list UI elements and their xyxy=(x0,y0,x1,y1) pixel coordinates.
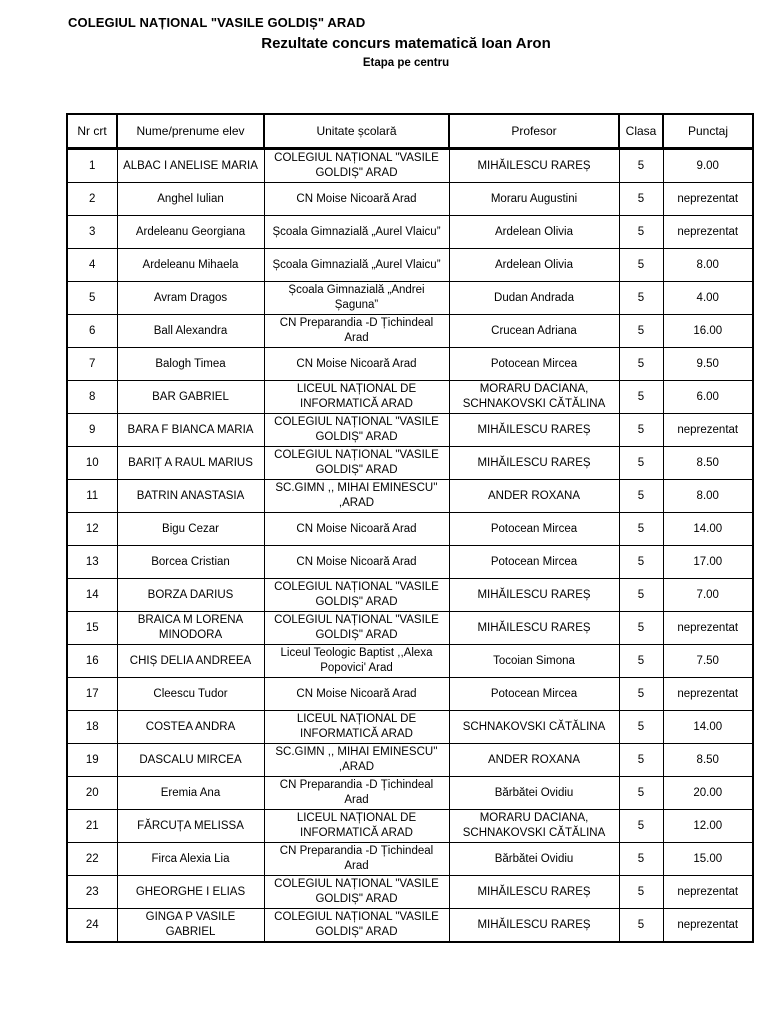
cell-student-name: Bigu Cezar xyxy=(117,513,264,546)
cell-school: CN Moise Nicoară Arad xyxy=(264,183,449,216)
cell-class: 5 xyxy=(619,810,663,843)
cell-school: COLEGIUL NAȚIONAL "VASILE GOLDIȘ" ARAD xyxy=(264,876,449,909)
cell-school: CN Preparandia -D Țichindeal Arad xyxy=(264,777,449,810)
cell-school: COLEGIUL NAȚIONAL "VASILE GOLDIȘ" ARAD xyxy=(264,612,449,645)
cell-class: 5 xyxy=(619,876,663,909)
cell-teacher: MIHĂILESCU RAREȘ xyxy=(449,414,619,447)
cell-student-name: BAR GABRIEL xyxy=(117,381,264,414)
results-table xyxy=(66,113,754,943)
cell-school: CN Moise Nicoară Arad xyxy=(264,348,449,381)
table-header-row xyxy=(67,114,753,149)
cell-score: 9.50 xyxy=(663,348,753,381)
cell-class: 5 xyxy=(619,315,663,348)
column-header-nr: Nr crt xyxy=(67,114,117,149)
cell-student-name: Anghel Iulian xyxy=(117,183,264,216)
cell-score: neprezentat xyxy=(663,678,753,711)
cell-student-name: GINGA P VASILE GABRIEL xyxy=(117,909,264,943)
cell-nr: 11 xyxy=(67,480,117,513)
cell-score: neprezentat xyxy=(663,909,753,943)
table-body xyxy=(67,149,753,943)
cell-student-name: Ball Alexandra xyxy=(117,315,264,348)
table-row xyxy=(67,810,753,843)
cell-school: COLEGIUL NAȚIONAL "VASILE GOLDIȘ" ARAD xyxy=(264,414,449,447)
cell-class: 5 xyxy=(619,744,663,777)
cell-school: CN Moise Nicoară Arad xyxy=(264,513,449,546)
table-row xyxy=(67,579,753,612)
table-row xyxy=(67,678,753,711)
table-row xyxy=(67,183,753,216)
cell-school: CN Moise Nicoară Arad xyxy=(264,546,449,579)
table-row xyxy=(67,612,753,645)
cell-nr: 20 xyxy=(67,777,117,810)
cell-score: 6.00 xyxy=(663,381,753,414)
cell-teacher: Bărbătei Ovidiu xyxy=(449,843,619,876)
cell-school: SC.GIMN ,, MIHAI EMINESCU'' ,ARAD xyxy=(264,480,449,513)
table-row xyxy=(67,645,753,678)
cell-student-name: FĂRCUȚA MELISSA xyxy=(117,810,264,843)
cell-student-name: COSTEA ANDRA xyxy=(117,711,264,744)
document-subtitle: Etapa pe centru xyxy=(362,57,450,69)
cell-student-name: Avram Dragos xyxy=(117,282,264,315)
cell-nr: 13 xyxy=(67,546,117,579)
cell-class: 5 xyxy=(619,546,663,579)
cell-class: 5 xyxy=(619,645,663,678)
cell-class: 5 xyxy=(619,381,663,414)
cell-nr: 18 xyxy=(67,711,117,744)
cell-score: 20.00 xyxy=(663,777,753,810)
cell-teacher: MIHĂILESCU RAREȘ xyxy=(449,612,619,645)
cell-student-name: BORZA DARIUS xyxy=(117,579,264,612)
table-row xyxy=(67,777,753,810)
table-row xyxy=(67,216,753,249)
cell-teacher: MIHĂILESCU RAREȘ xyxy=(449,909,619,943)
table-row xyxy=(67,909,753,943)
table-row xyxy=(67,876,753,909)
cell-class: 5 xyxy=(619,282,663,315)
cell-score: 8.50 xyxy=(663,447,753,480)
table-row xyxy=(67,315,753,348)
cell-nr: 17 xyxy=(67,678,117,711)
cell-school: CN Preparandia -D Țichindeal Arad xyxy=(264,843,449,876)
cell-score: neprezentat xyxy=(663,183,753,216)
cell-class: 5 xyxy=(619,249,663,282)
cell-nr: 5 xyxy=(67,282,117,315)
cell-score: neprezentat xyxy=(663,612,753,645)
cell-score: 4.00 xyxy=(663,282,753,315)
cell-student-name: BATRIN ANASTASIA xyxy=(117,480,264,513)
cell-nr: 7 xyxy=(67,348,117,381)
cell-nr: 2 xyxy=(67,183,117,216)
table-row xyxy=(67,843,753,876)
cell-score: neprezentat xyxy=(663,414,753,447)
cell-school: COLEGIUL NAȚIONAL "VASILE GOLDIȘ" ARAD xyxy=(264,909,449,943)
cell-student-name: Cleescu Tudor xyxy=(117,678,264,711)
cell-nr: 22 xyxy=(67,843,117,876)
cell-class: 5 xyxy=(619,909,663,943)
cell-nr: 19 xyxy=(67,744,117,777)
school-name: COLEGIUL NAȚIONAL "VASILE GOLDIȘ" ARAD xyxy=(68,15,366,30)
cell-class: 5 xyxy=(619,216,663,249)
table-row xyxy=(67,381,753,414)
cell-score: 12.00 xyxy=(663,810,753,843)
cell-class: 5 xyxy=(619,579,663,612)
table-row xyxy=(67,546,753,579)
cell-student-name: Ardeleanu Georgiana xyxy=(117,216,264,249)
table-row xyxy=(67,513,753,546)
column-header-class: Clasa xyxy=(619,114,663,149)
cell-school: COLEGIUL NAȚIONAL "VASILE GOLDIȘ" ARAD xyxy=(264,447,449,480)
cell-nr: 21 xyxy=(67,810,117,843)
cell-teacher: Tocoian Simona xyxy=(449,645,619,678)
column-header-teacher: Profesor xyxy=(449,114,619,149)
cell-student-name: Balogh Timea xyxy=(117,348,264,381)
cell-school: Școala Gimnazială „Aurel Vlaicu” xyxy=(264,216,449,249)
cell-teacher: MIHĂILESCU RAREȘ xyxy=(449,579,619,612)
cell-class: 5 xyxy=(619,183,663,216)
cell-teacher: MORARU DACIANA, SCHNAKOVSKI CĂTĂLINA xyxy=(449,381,619,414)
cell-teacher: Potocean Mircea xyxy=(449,546,619,579)
cell-score: 14.00 xyxy=(663,513,753,546)
table-row xyxy=(67,480,753,513)
table-row xyxy=(67,282,753,315)
cell-school: SC.GIMN ,, MIHAI EMINESCU'' ,ARAD xyxy=(264,744,449,777)
cell-class: 5 xyxy=(619,711,663,744)
cell-score: neprezentat xyxy=(663,216,753,249)
cell-nr: 16 xyxy=(67,645,117,678)
cell-nr: 14 xyxy=(67,579,117,612)
cell-teacher: Ardelean Olivia xyxy=(449,249,619,282)
cell-nr: 4 xyxy=(67,249,117,282)
cell-score: 9.00 xyxy=(663,149,753,183)
cell-school: LICEUL NAȚIONAL DE INFORMATICĂ ARAD xyxy=(264,381,449,414)
table-row xyxy=(67,744,753,777)
cell-class: 5 xyxy=(619,447,663,480)
cell-score: 16.00 xyxy=(663,315,753,348)
cell-score: 7.00 xyxy=(663,579,753,612)
cell-teacher: MORARU DACIANA, SCHNAKOVSKI CĂTĂLINA xyxy=(449,810,619,843)
cell-school: COLEGIUL NAȚIONAL "VASILE GOLDIȘ" ARAD xyxy=(264,149,449,183)
cell-class: 5 xyxy=(619,414,663,447)
cell-teacher: Crucean Adriana xyxy=(449,315,619,348)
cell-teacher: Potocean Mircea xyxy=(449,513,619,546)
cell-student-name: DASCALU MIRCEA xyxy=(117,744,264,777)
cell-school: Școala Gimnazială „Andrei Șaguna” xyxy=(264,282,449,315)
cell-teacher: Moraru Augustini xyxy=(449,183,619,216)
cell-student-name: CHIȘ DELIA ANDREEA xyxy=(117,645,264,678)
cell-teacher: ANDER ROXANA xyxy=(449,480,619,513)
cell-score: 14.00 xyxy=(663,711,753,744)
cell-nr: 10 xyxy=(67,447,117,480)
cell-score: 8.50 xyxy=(663,744,753,777)
cell-class: 5 xyxy=(619,612,663,645)
cell-teacher: Potocean Mircea xyxy=(449,348,619,381)
cell-nr: 3 xyxy=(67,216,117,249)
table-row xyxy=(67,348,753,381)
cell-nr: 12 xyxy=(67,513,117,546)
cell-school: LICEUL NAȚIONAL DE INFORMATICĂ ARAD xyxy=(264,810,449,843)
cell-teacher: SCHNAKOVSKI CĂTĂLINA xyxy=(449,711,619,744)
table-row xyxy=(67,711,753,744)
cell-class: 5 xyxy=(619,480,663,513)
cell-score: 15.00 xyxy=(663,843,753,876)
table-row xyxy=(67,249,753,282)
column-header-score: Punctaj xyxy=(663,114,753,149)
cell-student-name: Ardeleanu Mihaela xyxy=(117,249,264,282)
document-title: Rezultate concurs matematică Ioan Aron xyxy=(261,35,551,52)
cell-student-name: Eremia Ana xyxy=(117,777,264,810)
cell-nr: 8 xyxy=(67,381,117,414)
cell-teacher: Potocean Mircea xyxy=(449,678,619,711)
cell-nr: 1 xyxy=(67,149,117,183)
cell-school: CN Moise Nicoară Arad xyxy=(264,678,449,711)
cell-class: 5 xyxy=(619,513,663,546)
cell-student-name: BARA F BIANCA MARIA xyxy=(117,414,264,447)
cell-student-name: GHEORGHE I ELIAS xyxy=(117,876,264,909)
cell-teacher: MIHĂILESCU RAREȘ xyxy=(449,149,619,183)
cell-school: Școala Gimnazială „Aurel Vlaicu” xyxy=(264,249,449,282)
column-header-school: Unitate școlară xyxy=(264,114,449,149)
cell-class: 5 xyxy=(619,149,663,183)
cell-nr: 23 xyxy=(67,876,117,909)
cell-teacher: MIHĂILESCU RAREȘ xyxy=(449,447,619,480)
cell-class: 5 xyxy=(619,843,663,876)
cell-score: 7.50 xyxy=(663,645,753,678)
cell-teacher: MIHĂILESCU RAREȘ xyxy=(449,876,619,909)
table-row xyxy=(67,447,753,480)
cell-score: 17.00 xyxy=(663,546,753,579)
column-header-name: Nume/prenume elev xyxy=(117,114,264,149)
cell-class: 5 xyxy=(619,678,663,711)
cell-class: 5 xyxy=(619,348,663,381)
cell-nr: 15 xyxy=(67,612,117,645)
cell-student-name: ALBAC I ANELISE MARIA xyxy=(117,149,264,183)
cell-teacher: Ardelean Olivia xyxy=(449,216,619,249)
cell-student-name: BARIȚ A RAUL MARIUS xyxy=(117,447,264,480)
cell-school: CN Preparandia -D Țichindeal Arad xyxy=(264,315,449,348)
cell-nr: 6 xyxy=(67,315,117,348)
cell-class: 5 xyxy=(619,777,663,810)
cell-teacher: Bărbătei Ovidiu xyxy=(449,777,619,810)
cell-nr: 24 xyxy=(67,909,117,943)
cell-school: COLEGIUL NAȚIONAL "VASILE GOLDIȘ" ARAD xyxy=(264,579,449,612)
cell-score: 8.00 xyxy=(663,249,753,282)
cell-student-name: Firca Alexia Lia xyxy=(117,843,264,876)
cell-teacher: Dudan Andrada xyxy=(449,282,619,315)
cell-student-name: BRAICA M LORENA MINODORA xyxy=(117,612,264,645)
cell-school: Liceul Teologic Baptist ,,Alexa Popovici' Arad xyxy=(264,645,449,678)
cell-student-name: Borcea Cristian xyxy=(117,546,264,579)
cell-nr: 9 xyxy=(67,414,117,447)
cell-school: LICEUL NAȚIONAL DE INFORMATICĂ ARAD xyxy=(264,711,449,744)
cell-score: neprezentat xyxy=(663,876,753,909)
table-row xyxy=(67,414,753,447)
cell-teacher: ANDER ROXANA xyxy=(449,744,619,777)
cell-score: 8.00 xyxy=(663,480,753,513)
table-row xyxy=(67,149,753,183)
